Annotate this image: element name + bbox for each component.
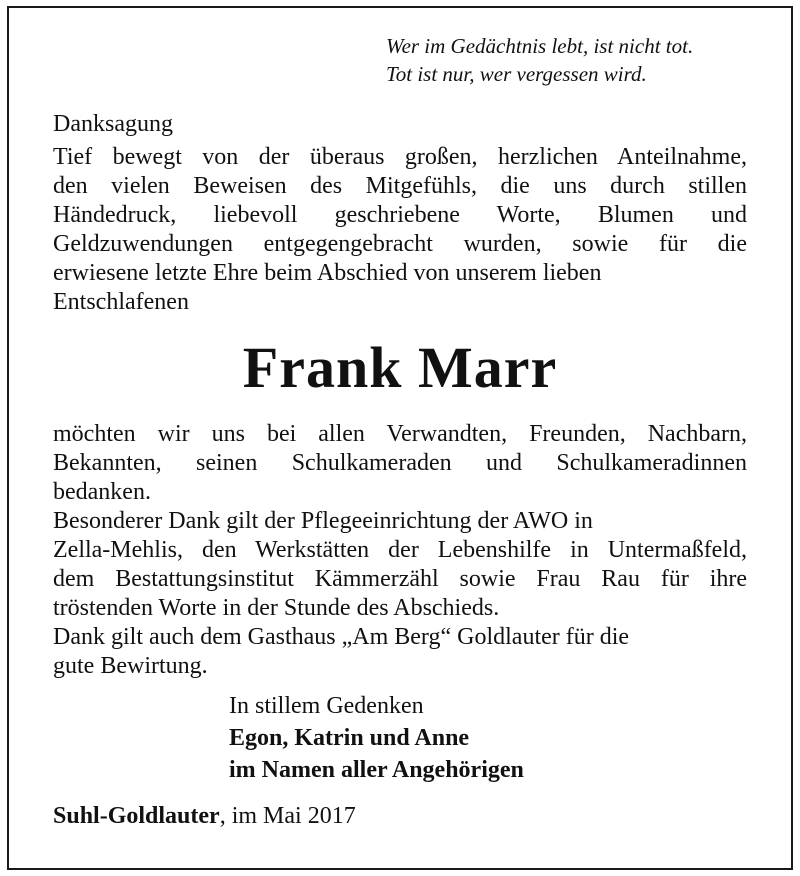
date: , im Mai 2017 [219,803,356,829]
place-date [53,800,356,832]
intro-line: Entschlafenen [53,289,189,315]
intro-line: erwiesene letzte Ehre beim Abschied von unserem lieben [53,260,602,286]
closing-block [229,690,524,786]
thanks-line: Bekannten, seinen Schulkameraden und Schulkameradinnen [53,450,747,476]
intro-line: Händedruck, liebevoll geschriebene Worte, Blumen und [53,202,747,228]
thanks-line: Dank gilt auch dem Gasthaus „Am Berg“ Goldlauter für die [53,624,630,650]
thanks-line: möchten wir uns bei allen Verwandten, Freunden, Nachbarn, [53,421,747,447]
intro-line: Tief bewegt von der überaus großen, herzlichen Anteilnahme, [53,144,747,170]
thanks-heading: Danksagung [53,111,173,137]
thanks-paragraph [53,420,747,681]
thanks-line: gute Bewirtung. [53,653,208,679]
signers-line-2: im Namen aller Angehörigen [229,757,524,783]
intro-line: Geldzuwendungen entgegengebracht wurden, sowie für die [53,231,747,257]
quote-line-2: Tot ist nur, wer vergessen wird. [386,62,647,86]
intro-paragraph [53,143,747,317]
thanks-line: tröstenden Worte in der Stunde des Abschieds. [53,595,500,621]
signers-line-1: Egon, Katrin und Anne [229,725,470,751]
place: Suhl-Goldlauter [53,803,220,829]
memorial-quote [386,32,693,88]
thanks-line: Besonderer Dank gilt der Pflegeeinrichtung der AWO in [53,508,593,534]
closing-greeting: In stillem Gedenken [229,693,424,719]
thanks-line: Zella-Mehlis, den Werkstätten der Lebenshilfe in Untermaßfeld, [53,537,747,563]
quote-line-1: Wer im Gedächtnis lebt, ist nicht tot. [386,34,694,58]
intro-line: den vielen Beweisen des Mitgefühls, die uns durch stillen [53,173,747,199]
deceased-name: Frank Marr [242,335,558,400]
thanks-line: bedanken. [53,479,151,505]
thanks-line: dem Bestattungsinstitut Kämmerzähl sowie Frau Rau für ihre [53,566,747,592]
